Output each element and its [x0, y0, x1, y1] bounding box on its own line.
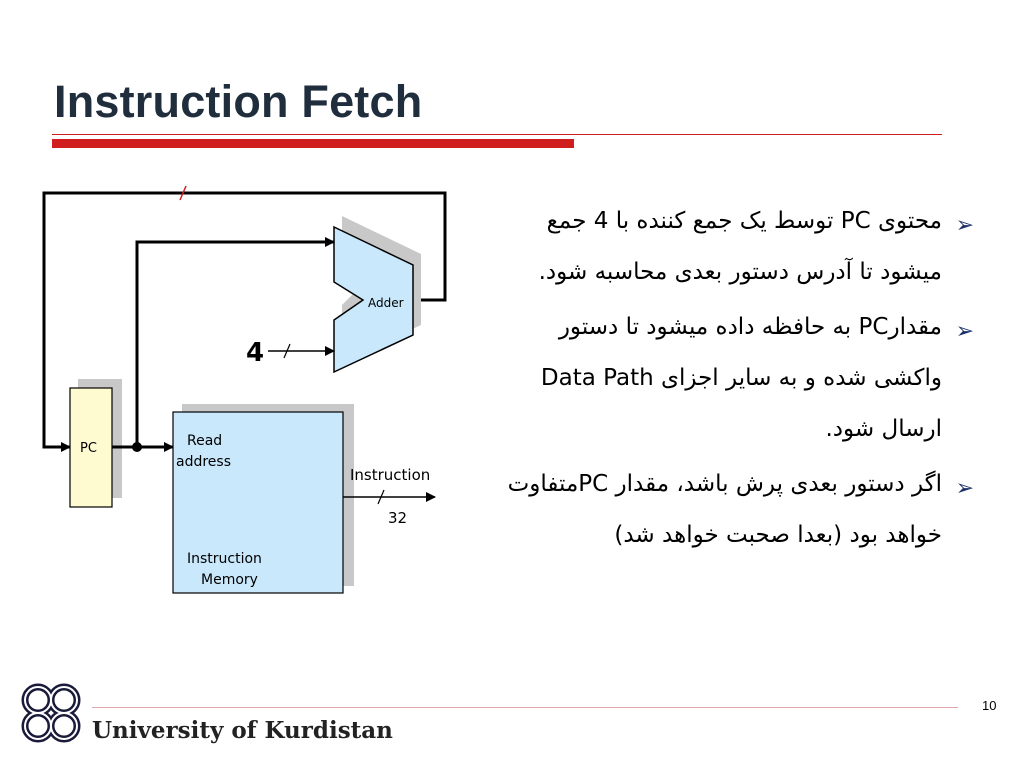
footer-divider [92, 707, 958, 708]
bullet-list [500, 196, 1000, 565]
university-name: University of Kurdistan [92, 717, 393, 744]
read-address-label-2: address [176, 454, 232, 470]
adder-label: Adder [368, 296, 404, 310]
bullet-text: اگر دستور بعدی پرش باشد، مقدار PCمتفاوت خواهد بود (بعدا صحبت خواهد شد) [507, 471, 942, 548]
memory-label-1: Instruction [187, 551, 262, 567]
bullet-item [492, 459, 1000, 561]
output-width-label: 32 [388, 509, 408, 527]
read-address-label-1: Read [187, 433, 223, 449]
bullet-text: محتوی PC توسط یک جمع کننده با 4 جمع میشود تا آدرس دستور بعدی محاسبه شود. [538, 208, 942, 285]
hollow-arrow-bullet-icon: ➢ [955, 319, 974, 344]
constant-four: 4 [246, 338, 265, 368]
bullet-text: مقدارPC به حافظه داده میشود تا دستور واکشی شده و به سایر اجزای Data Path ارسال شود. [540, 314, 942, 442]
university-logo-icon [14, 676, 88, 750]
bullet-item [492, 196, 1000, 298]
output-label: Instruction [350, 466, 431, 484]
pc-label: PC [80, 441, 97, 456]
hollow-arrow-bullet-icon: ➢ [955, 213, 974, 238]
hollow-arrow-bullet-icon: ➢ [955, 476, 974, 501]
memory-label-2: Memory [201, 572, 258, 588]
page-number: 10 [982, 698, 997, 713]
bullet-item [492, 302, 1000, 455]
junction-dot [132, 442, 142, 452]
slide-title: Instruction Fetch [54, 76, 423, 127]
